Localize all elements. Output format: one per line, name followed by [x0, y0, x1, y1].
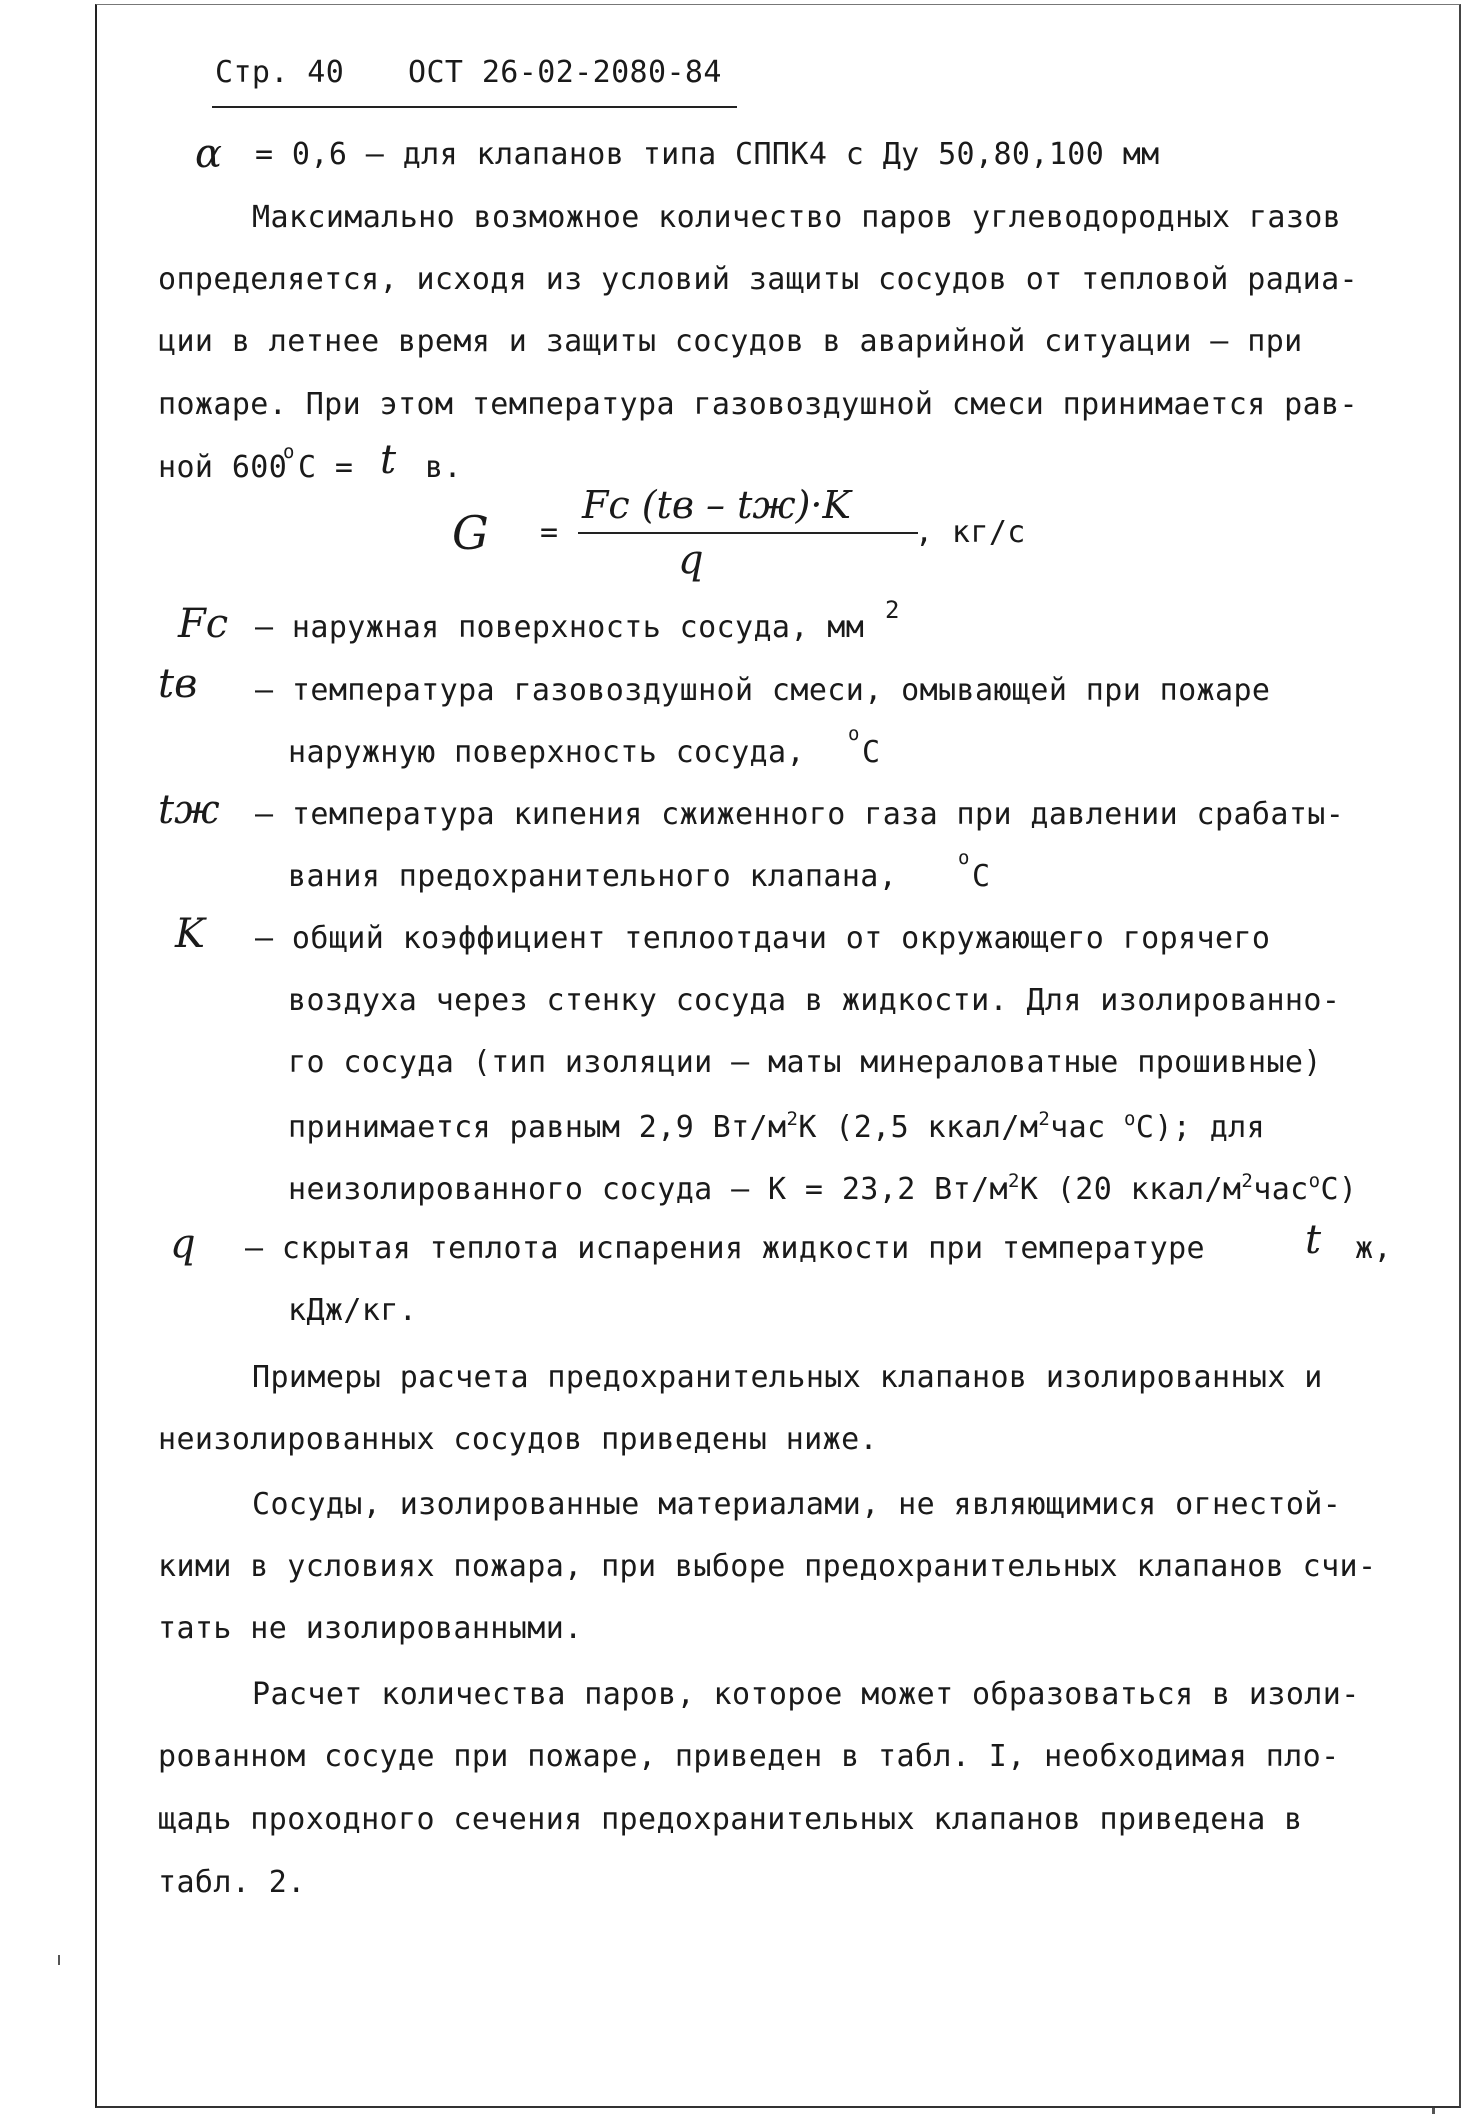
para4-line-4: табл. 2.	[158, 1865, 306, 1900]
def-fc-sup: 2	[885, 596, 900, 624]
para4-line-2: рованном сосуде при пожаре, приведен в табл. I, необходимая пло-	[158, 1739, 1340, 1774]
para1-line-5c: в.	[425, 450, 462, 485]
def-tv-symbol: tв	[158, 661, 198, 707]
para1-line-5: ной 600	[158, 450, 288, 485]
degree-sup: о	[283, 441, 295, 463]
def-fc-symbol: Fc	[178, 601, 229, 647]
def-tzh-symbol: tж	[158, 787, 220, 833]
def-tzh-text-2: вания предохранительного клапана,	[288, 859, 898, 894]
para2-line-1: Примеры расчета предохранительных клапанов изолированных и	[252, 1360, 1323, 1395]
alpha-line: = 0,6 – для клапанов типа СППК4 с Ду 50,80,100 мм	[255, 137, 1160, 172]
alpha-symbol: α	[195, 131, 223, 177]
para3-line-2: кими в условиях пожара, при выборе предохранительных клапанов счи-	[158, 1549, 1377, 1584]
def-k-text-2: воздуха через стенку сосуда в жидкости. Для изолированно-	[288, 983, 1341, 1018]
def-k-text-5: неизолированного сосуда – К = 23,2 $Вт/м^2К$ (20 ккал/$м^2час^оС$)	[288, 1170, 1358, 1207]
def-tv-text-1: – температура газовоздушной смеси, омывающей при пожаре	[255, 673, 1271, 708]
para1-line-4: пожаре. При этом температура газовоздушной смеси принимается рав-	[158, 387, 1358, 422]
formula-unit: , кг/с	[915, 515, 1026, 550]
def-tv-tail: С	[862, 735, 881, 770]
def-tv-sup: о	[848, 723, 860, 745]
def-k-text-3: го сосуда (тип изоляции – маты минераловатные прошивные)	[288, 1045, 1322, 1080]
para1-line-3: ции в летнее время и защиты сосудов в аварийной ситуации – при	[158, 324, 1303, 359]
t-symbol: t	[380, 437, 397, 483]
def-q-tail: ж,	[1355, 1231, 1392, 1266]
def-k-text-4: принимается равным 2,9 $Вт/м^2К$ (2,5 ккал/$м^2час$ $^о$С); для	[288, 1108, 1266, 1145]
para4-line-1: Расчет количества паров, которое может образоваться в изоли-	[252, 1677, 1360, 1712]
scan-mark	[1432, 2108, 1435, 2114]
def-q-symbol: q	[170, 1221, 196, 1267]
para2-line-2: неизолированных сосудов приведены ниже.	[158, 1422, 878, 1457]
page-number: Стр. 40	[215, 55, 345, 90]
def-q-t-symbol: t	[1305, 1217, 1322, 1263]
header-underline	[212, 106, 737, 108]
def-fc-text: – наружная поверхность сосуда, мм	[255, 610, 865, 645]
para3-line-1: Сосуды, изолированные материалами, не являющимися огнестой-	[252, 1487, 1342, 1522]
def-k-text-1: – общий коэффициент теплоотдачи от окружающего горячего	[255, 921, 1271, 956]
def-q-text-2: кДж/кг.	[288, 1293, 418, 1328]
def-tzh-text-1: – температура кипения сжиженного газа при давлении срабаты-	[255, 797, 1345, 832]
def-q-text-1: – скрытая теплота испарения жидкости при температуре	[245, 1231, 1205, 1266]
para1-line-2: определяется, исходя из условий защиты сосудов от тепловой радиа-	[158, 262, 1358, 297]
formula-lhs: G	[452, 506, 489, 560]
formula-denominator: q	[678, 537, 704, 583]
def-tzh-tail: С	[972, 859, 991, 894]
def-tv-text-2: наружную поверхность сосуда,	[288, 735, 805, 770]
scan-mark	[58, 1955, 60, 1965]
standard-code: ОСТ 26-02-2080-84	[408, 55, 722, 90]
def-tzh-sup: о	[958, 847, 970, 869]
formula-equals: =	[540, 515, 559, 550]
para3-line-3: тать не изолированными.	[158, 1611, 583, 1646]
def-k-symbol: K	[175, 911, 205, 957]
formula-numerator: Fc (tв – tж)·K	[582, 483, 851, 527]
para1-line-1: Максимально возможное количество паров углеводородных газов	[252, 200, 1342, 235]
fraction-bar	[578, 532, 918, 534]
para1-line-5b: С =	[298, 450, 354, 485]
para4-line-3: щадь проходного сечения предохранительных клапанов приведена в	[158, 1802, 1303, 1837]
